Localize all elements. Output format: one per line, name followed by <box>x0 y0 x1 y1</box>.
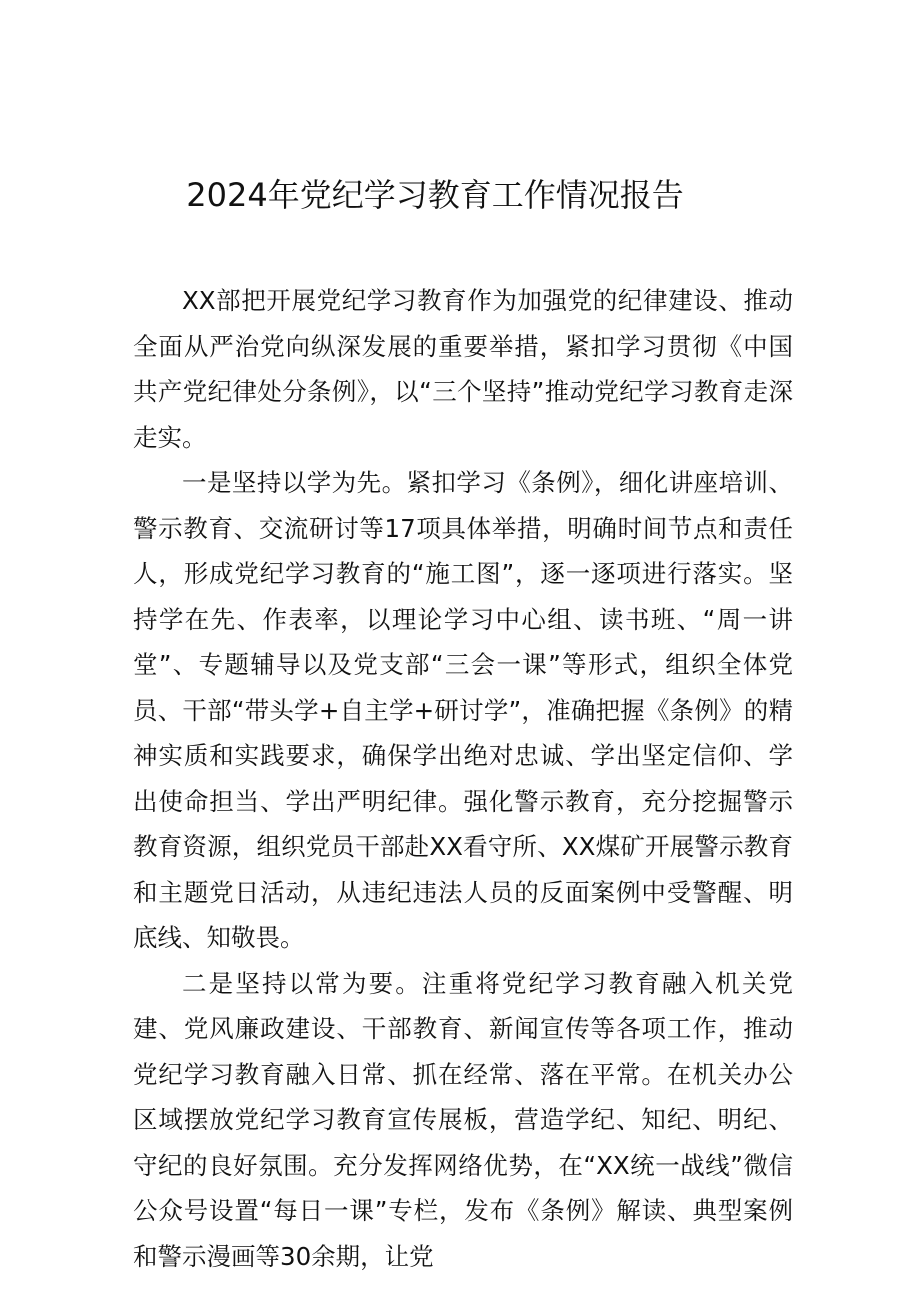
document-body <box>133 278 793 1279</box>
paragraph-point-one: 一是坚持以学为先。紧扣学习《条例》，细化讲座培训、警示教育、交流研讨等17项具体举措，明确时间节点和责任人，形成党纪学习教育的“施工图”，逐一逐项进行落实。坚持学在先、作表率，以理论学习中心组、读书班、“周一讲堂”、专题辅导以及党支部“三会一课”等形式，组织全体党员、干部“带头学+自主学+研讨学”，准确把握《条例》的精神实质和实践要求，确保学出绝对忠诚、学出坚定信仰、学出使命担当、学出严明纪律。强化警示教育，充分挖掘警示教育资源，组织党员干部赴XX看守所、XX煤矿开展警示教育和主题党日活动，从违纪违法人员的反面案例中受警醒、明底线、知敬畏。 <box>133 468 793 952</box>
paragraph-intro: XX部把开展党纪学习教育作为加强党的纪律建设、推动全面从严治党向纵深发展的重要举措，紧扣学习贯彻《中国共产党纪律处分条例》，以“三个坚持”推动党纪学习教育走深走实。 <box>133 286 793 452</box>
document-title: 2024年党纪学习教育工作情况报告 <box>186 176 684 214</box>
paragraph-point-two: 二是坚持以常为要。注重将党纪学习教育融入机关党建、党风廉政建设、干部教育、新闻宣传等各项工作，推动党纪学习教育融入日常、抓在经常、落在平常。在机关办公区域摆放党纪学习教育宣传展板，营造学纪、知纪、明纪、守纪的良好氛围。充分发挥网络优势，在“XX统一战线”微信公众号设置“每日一课”专栏，发布《条例》解读、典型案例和警示漫画等30余期，让党 <box>133 968 793 1271</box>
